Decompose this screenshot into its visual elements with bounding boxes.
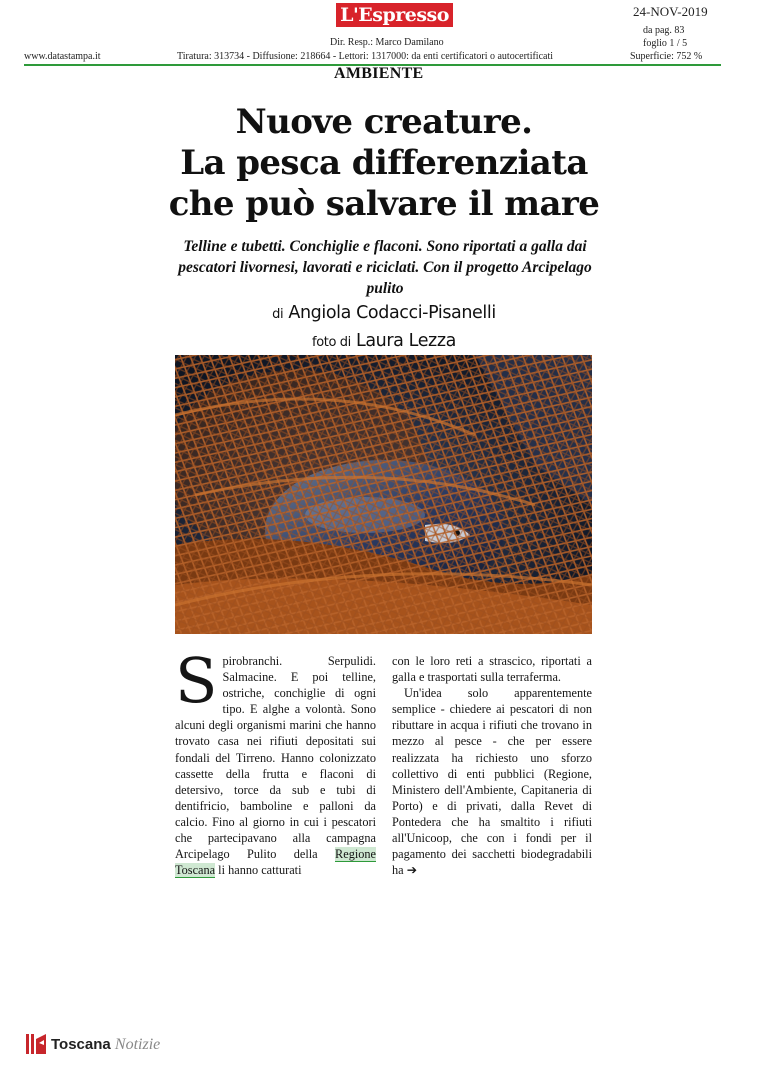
article-standfirst: Telline e tubetti. Conchiglie e flaconi. Sono riportati a galla dai pescatori livornesi, lavorati e riciclati. Con il progetto Arcipelago pulito bbox=[178, 238, 592, 297]
continue-arrow-icon: ➔ bbox=[406, 863, 417, 878]
publication-logo: L'Espresso bbox=[336, 3, 453, 27]
page-reference: da pag. 83 bbox=[643, 25, 685, 36]
article-column-2 bbox=[392, 653, 592, 878]
circulation-info: Tiratura: 313734 - Diffusione: 218664 - Lettori: 1317000: da enti certificatori o autocertificati bbox=[177, 51, 554, 62]
drop-cap: S bbox=[175, 644, 218, 717]
photographer-name: Laura Lezza bbox=[356, 331, 456, 351]
column-2-paragraph-1: con le loro reti a strascico, riportati a galla e trasportati sulla terraferma. bbox=[392, 654, 592, 685]
headline-line: La pesca differenziata bbox=[180, 143, 588, 183]
headline-line: Nuove creature. bbox=[235, 102, 533, 142]
highlight-toscana: Toscana bbox=[175, 863, 216, 878]
toscana-notizie-logo-icon bbox=[25, 1033, 47, 1055]
surface-info: Superficie: 752 % bbox=[630, 51, 703, 62]
article-column-1 bbox=[175, 644, 377, 878]
highlight-regione: Regione bbox=[335, 847, 377, 862]
author-name: Angiola Codacci-Pisanelli bbox=[288, 303, 496, 323]
article-photo bbox=[175, 355, 592, 634]
article-headline bbox=[100, 102, 668, 225]
column-1-end: li hanno catturati bbox=[215, 863, 302, 878]
byline bbox=[200, 300, 568, 356]
byline-prefix: di bbox=[272, 307, 284, 322]
section-label: AMBIENTE bbox=[334, 65, 424, 82]
footer-brand bbox=[51, 1035, 160, 1055]
footer-brand-name: Toscana bbox=[51, 1036, 111, 1053]
fishing-net-photo bbox=[175, 355, 592, 634]
photo-credit-prefix: foto di bbox=[312, 335, 351, 350]
column-1-text: pirobranchi. Serpulidi. Salmacine. E poi telline, ostriche, conchiglie di ogni tipo. E alghe a volontà. Sono alcuni degli organismi marini che hanno trovato casa nei rifiuti depositati sui fondali del Tirreno. Hanno colonizzato cassette della frutta e flaconi di detersivo, torce da sub e tubi di dentifricio, bamboline e palloni da calcio. Fino al giorno in cui i pescatori che partecipavano alla campagna Arcipelago Pulito della bbox=[175, 654, 376, 862]
publication-date: 24-NOV-2019 bbox=[633, 4, 708, 19]
sheet-number: foglio 1 / 5 bbox=[643, 38, 688, 49]
footer-brand-suffix: Notizie bbox=[114, 1036, 161, 1053]
column-2-paragraph-2: Un'idea solo apparentemente semplice - chiedere ai pescatori di non ributtare in acqua i rifiuti che trovano in mezzo al pesce - che per essere realizzata ha richiesto uno sforzo collettivo di enti pubblici (Regione, Ministero dell'Ambiente, Capitaneria di Porto) e di privati, dalla Revet di Pontedera che ha smaltito i rifiuti all'Unicoop, che con i fondi per il pagamento dei sacchetti biodegradabili ha bbox=[392, 686, 592, 878]
headline-line: che può salvare il mare bbox=[168, 184, 600, 224]
source-site: www.datastampa.it bbox=[24, 51, 101, 62]
editor-in-chief: Dir. Resp.: Marco Damilano bbox=[330, 37, 444, 48]
